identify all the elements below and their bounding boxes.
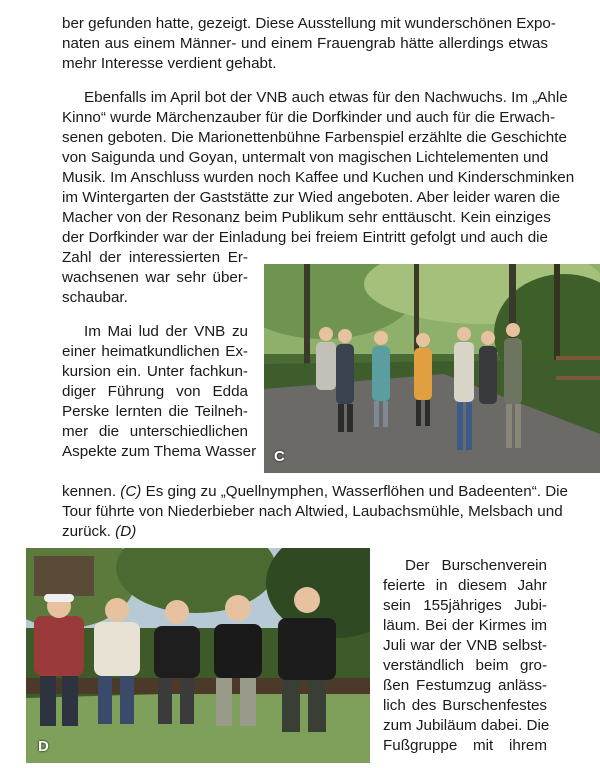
paragraph4-line: läum. Bei der Kirmes im xyxy=(383,617,547,634)
paragraph2-line: Macher von der Resonanz beim Publikum sehr enttäuscht. Kein einziges xyxy=(62,209,551,226)
paragraph3-line xyxy=(62,522,548,542)
paragraph4-line: Der Burschenverein xyxy=(405,557,547,574)
paragraph4-line: Juli war der VNB selbst- xyxy=(383,637,547,654)
photo-c xyxy=(264,264,600,473)
paragraph1-line: mehr Interesse verdient gehabt. xyxy=(62,55,277,72)
paragraph1-line: naten aus einem Männer- und einem Frauengrab hätte allerdings etwas xyxy=(62,35,548,52)
photo-c-image xyxy=(264,264,600,473)
paragraph4-line: ßen Festumzug anläss- xyxy=(383,677,547,694)
photo-d-label: D xyxy=(38,738,49,755)
paragraph2-line: im Wintergarten der Gaststätte zur Wied angeboten. Aber leider waren die xyxy=(62,189,561,206)
paragraph3-narrow-line: einer heimatkundlichen Ex- xyxy=(62,343,248,360)
paragraph2-narrow-line: Zahl der interessierten Er- xyxy=(62,249,248,266)
paragraph2-line: senen geboten. Die Marionettenbühne Farbenspiel erzählte die Geschichte xyxy=(62,129,567,146)
paragraph4-line: zum Jubiläum dabei. Die xyxy=(383,717,550,734)
paragraph2-narrow-line: wachsenen war sehr über- xyxy=(62,269,248,286)
paragraph3-text: zurück. xyxy=(62,523,116,540)
paragraph3-text: kennen. xyxy=(62,483,121,500)
photo-d xyxy=(26,548,370,763)
paragraph2-narrow-line: schaubar. xyxy=(62,289,128,306)
paragraph3-narrow-line: mer die unterschiedlichen xyxy=(62,423,248,440)
paragraph4-line: Fußgruppe mit ihrem xyxy=(383,737,547,754)
paragraph4-line: sein 155jähriges Jubi- xyxy=(383,597,547,614)
figure-ref-c: (C) xyxy=(120,483,142,500)
paragraph4-line: feierte in diesem Jahr xyxy=(383,577,547,594)
photo-c-label: C xyxy=(274,448,285,465)
paragraph2-line: Ebenfalls im April bot der VNB auch etwas für den Nachwuchs. Im „Ahle xyxy=(84,89,568,106)
paragraph4-line: verständlich beim gro- xyxy=(383,657,547,674)
paragraph3-narrow-line: Perske lernten die Teilneh- xyxy=(62,403,248,420)
paragraph3-narrow-line: Aspekte zum Thema Wasser xyxy=(62,443,257,460)
paragraph3-narrow-line: diger Führung von Edda xyxy=(62,383,248,400)
paragraph3-narrow-line: Im Mai lud der VNB zu xyxy=(84,323,248,340)
figure-ref-d: (D) xyxy=(115,523,137,540)
paragraph3-narrow-line: kursion ein. Unter fachkun- xyxy=(62,363,248,380)
paragraph3-line xyxy=(62,482,568,502)
paragraph1-line: ber gefunden hatte, gezeigt. Diese Ausstellung mit wunderschönen Expo- xyxy=(62,15,556,32)
paragraph2-line: Musik. Im Anschluss wurden noch Kaffee und Kuchen und Kinderschminken xyxy=(62,169,575,186)
paragraph2-line: Kinno“ wurde Märchenzauber für die Dorfkinder und auch für die Erwach- xyxy=(62,109,556,126)
paragraph3-line: Tour führte von Niederbieber nach Altwied, Laubachsmühle, Melsbach und xyxy=(62,503,563,520)
paragraph2-line: der Dorfkinder war der Einladung bei freiem Eintritt gefolgt und auch die xyxy=(62,229,548,246)
photo-d-image xyxy=(26,548,370,763)
paragraph4-line: lich des Burschenfestes xyxy=(383,697,547,714)
paragraph2-line: von Saigunda und Goyan, untermalt von magischen Lichtelementen und xyxy=(62,149,549,166)
paragraph3-text: Es ging zu „Quellnymphen, Wasserflöhen und Badeenten“. Die xyxy=(141,483,568,500)
